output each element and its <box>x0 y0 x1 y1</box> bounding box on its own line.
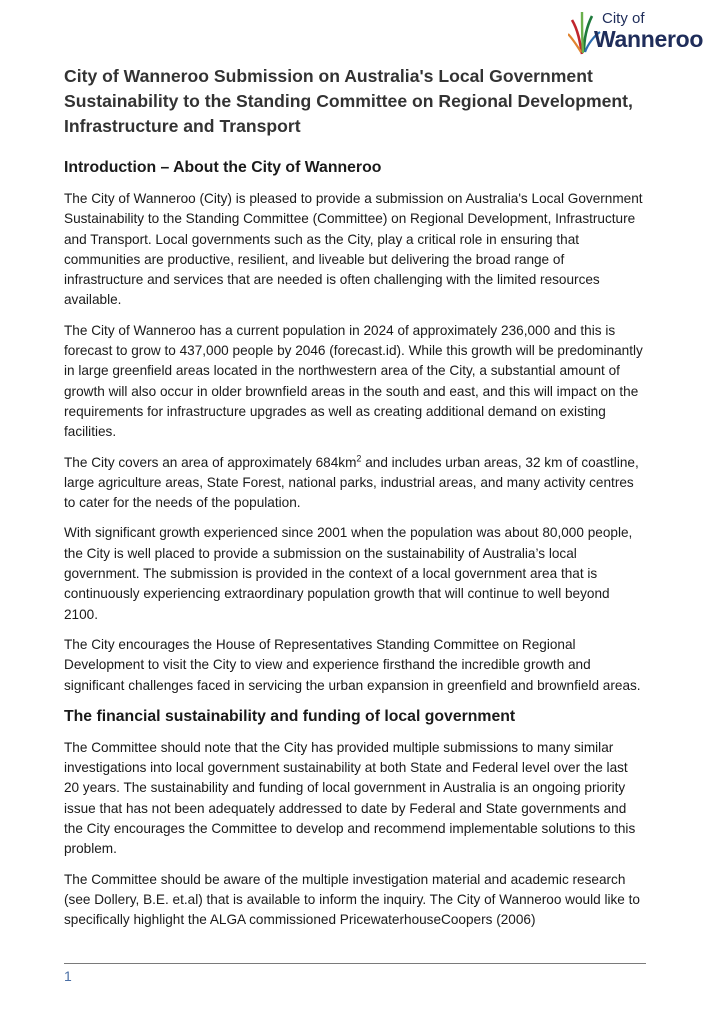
logo-wanneroo-text: Wanneroo <box>594 26 704 52</box>
city-of-wanneroo-logo <box>568 6 704 56</box>
logo-city-text: City of <box>602 10 645 27</box>
paragraph: The City of Wanneroo (City) is pleased to provide a submission on Australia's Local Government Sustainability to the Standing Committee (Committee) on Regional Development, Infrastructure and Transport. Local governments such as the City, play a critical role in ensuring that communities are productive, resilient, and liveable but delivering the broad range of infrastructure and services that are needed is often challenging with the limited resources available. <box>64 191 643 308</box>
paragraph: The City of Wanneroo has a current population in 2024 of approximately 236,000 and this is forecast to grow to 437,000 people by 2046 (forecast.id). While this growth will be predominantly in large greenfield areas located in the northwestern area of the City, a substantial amount of growth will also occur in older brownfield areas in the south and east, and this will impact on the requirements for infrastructure upgrades as well as creating additional demand on existing facilities. <box>64 322 643 440</box>
paragraph: The Committee should note that the City has provided multiple submissions to many similar investigations into local government sustainability at both State and Federal level over the last 20 years. The sustainability and funding of local government in Australia is an ongoing priority issue that has not been adequately addressed to date by Federal and State governments and the City encourages the Committee to develop and recommend implementable solutions to this problem. <box>64 739 636 857</box>
footer-divider <box>64 963 646 964</box>
area-text-end: and includes urban areas, 32 km of coastline, large agriculture areas, State Forest, national parks, industrial areas, and many activity centres to cater for the needs of the population. <box>64 454 639 511</box>
paragraph: The City encourages the House of Representatives Standing Committee on Regional Development to visit the City to view and experience firsthand the incredible growth and significant challenges faced in servicing the urban expansion in greenfield and brownfield areas. <box>64 636 641 693</box>
paragraph: The Committee should be aware of the multiple investigation material and academic research (see Dollery, B.E. et.al) that is available to inform the inquiry. The City of Wanneroo would like to specifically highlight the ALGA commissioned PricewaterhouseCoopers (2006) <box>64 871 640 928</box>
section-heading-introduction: Introduction – About the City of Wanneroo <box>64 159 382 176</box>
section-heading-financial-sustainability: The financial sustainability and funding of local government <box>64 707 516 725</box>
paragraph: With significant growth experienced since 2001 when the population was about 80,000 people, the City is well placed to provide a submission on the sustainability of Australia’s local government. The submission is provided in the context of a local government area that is continuously experiencing extraordinary population growth that will continue to well beyond 2100. <box>64 525 633 622</box>
page-number: 1 <box>64 968 72 984</box>
document-title: City of Wanneroo Submission on Australia's Local Government Sustainability to the Standing Committee on Regional Development, Infrastructure and Transport <box>64 66 633 136</box>
paragraph-area <box>64 453 646 514</box>
superscript-two: 2 <box>356 453 362 464</box>
area-text-start: The City covers an area of approximately 684km <box>64 454 357 470</box>
document-body <box>64 64 646 941</box>
